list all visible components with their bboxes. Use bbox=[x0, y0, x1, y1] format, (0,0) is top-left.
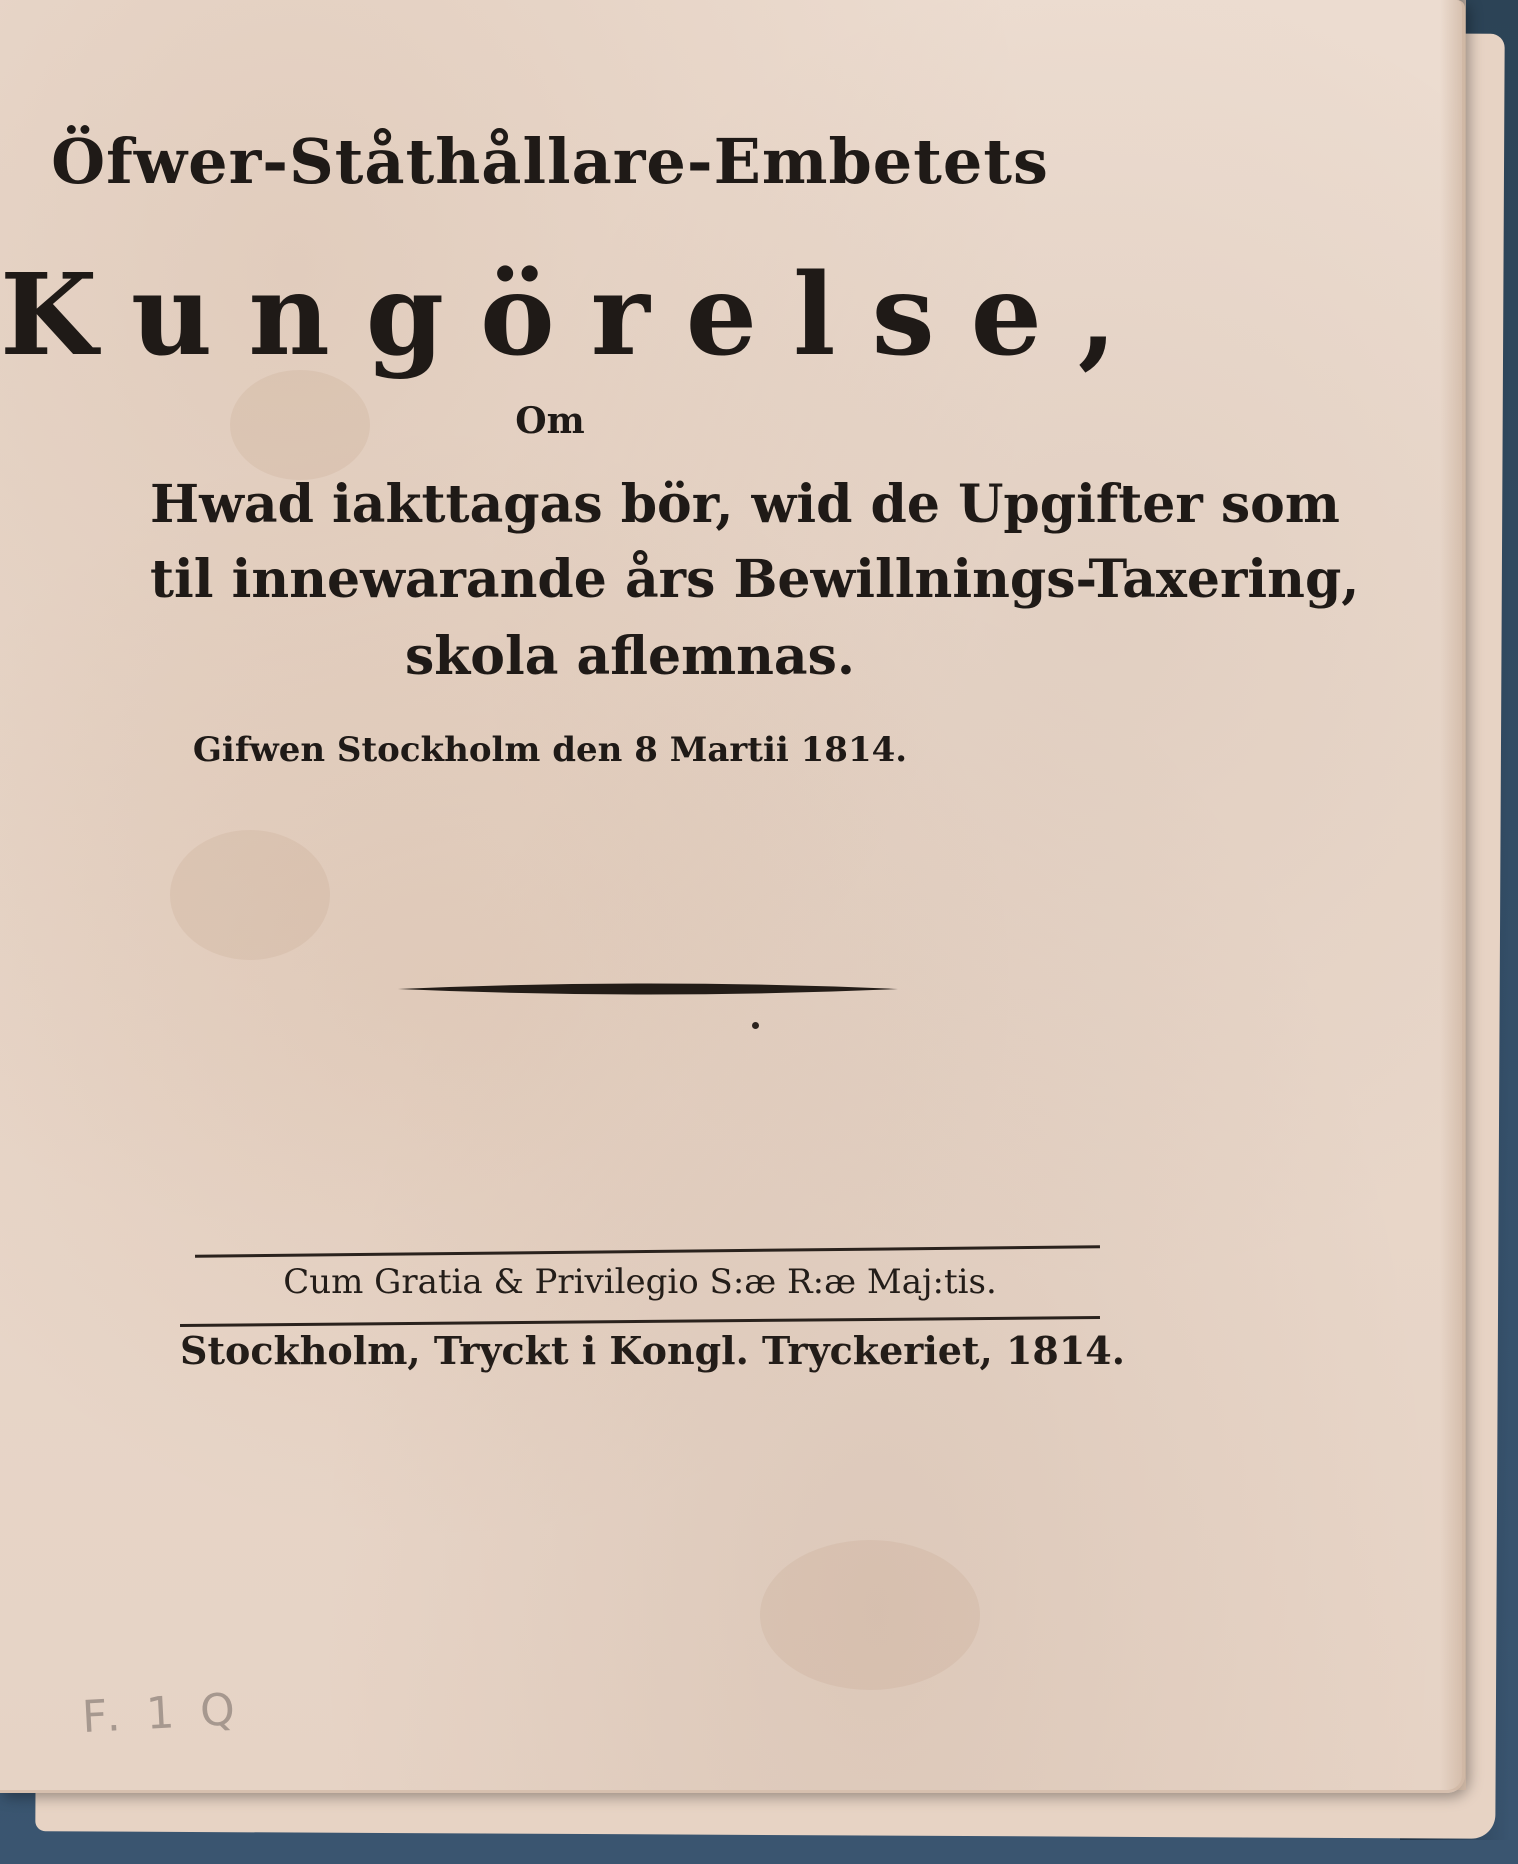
ornament-dot bbox=[752, 1022, 759, 1029]
subject-line-2: til innewarande års Bewillnings-Taxering, bbox=[150, 549, 1360, 610]
imprint-line: Stockholm, Tryckt i Kongl. Tryckeriet, 1814. bbox=[180, 1328, 1125, 1373]
pencil-annotation: F. 1 Q bbox=[80, 1683, 243, 1744]
issuing-authority: Öfwer-Ståthållare-Embetets bbox=[51, 125, 1049, 198]
subject-intro: Om bbox=[515, 400, 585, 442]
privilege-line: Cum Gratia & Privilegio S:æ R:æ Maj:tis. bbox=[283, 1262, 997, 1302]
paper-stain bbox=[170, 830, 330, 960]
subject-line-3: skola aflemnas. bbox=[404, 626, 856, 687]
document-kind-title: Kungörelse, bbox=[0, 250, 1153, 381]
date-line: Gifwen Stockholm den 8 Martii 1814. bbox=[192, 730, 908, 770]
middle-rule bbox=[180, 1316, 1100, 1327]
paper-stain bbox=[760, 1540, 980, 1690]
top-rule bbox=[195, 1245, 1100, 1257]
ornamental-rule bbox=[398, 980, 898, 998]
page-edge bbox=[1440, 0, 1466, 1790]
subject-line-1: Hwad iakttagas bör, wid de Upgifter som bbox=[150, 474, 1340, 535]
